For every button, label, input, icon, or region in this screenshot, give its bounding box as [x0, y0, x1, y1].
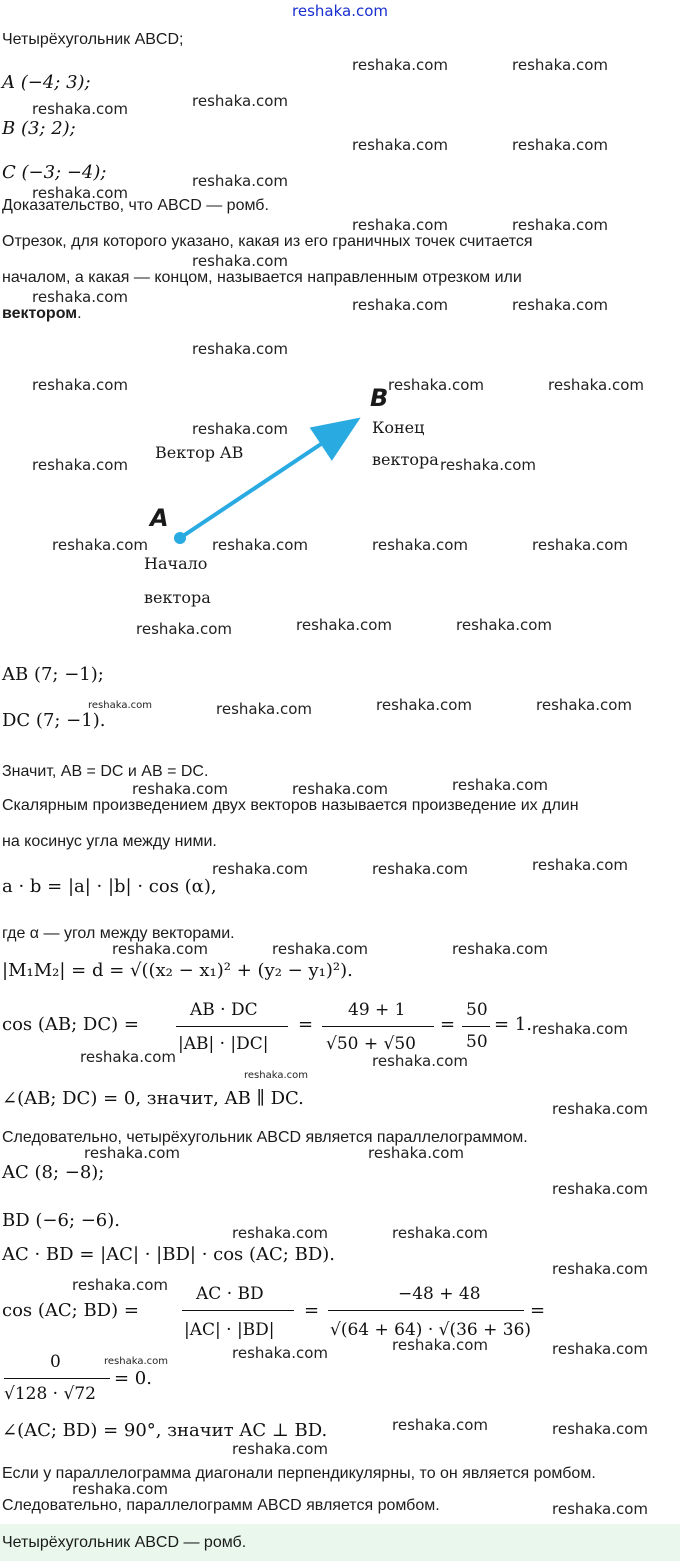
distance-formula: |M₁M₂| = d = √((x₂ − x₁)² + (y₂ − y₁)²). [2, 960, 353, 981]
watermark[interactable]: reshaka.com [512, 136, 608, 154]
dot-def-line1: Скалярным произведением двух векторов называется произведение их длин [2, 797, 579, 814]
watermark[interactable]: reshaka.com [452, 776, 548, 794]
watermark[interactable]: reshaka.com [552, 1260, 648, 1278]
watermark[interactable]: reshaka.com [548, 376, 644, 394]
vector-arrow [180, 422, 354, 538]
equals-sign: = [298, 1014, 314, 1035]
watermark[interactable]: reshaka.com [72, 1480, 168, 1498]
watermark[interactable]: reshaka.com [136, 620, 232, 638]
watermark[interactable]: reshaka.com [352, 136, 448, 154]
watermark[interactable]: reshaka.com [32, 456, 128, 474]
angle-ac-bd: ∠(AC; BD) = 90°, значит AC ⊥ BD. [2, 1420, 328, 1441]
vectors-equal-conclusion: Значит, AB = DC и AB = DC. [2, 763, 209, 780]
watermark[interactable]: reshaka.com [244, 1070, 308, 1081]
figure-label-a: A [150, 504, 169, 532]
fraction-bar [4, 1378, 110, 1379]
watermark[interactable]: reshaka.com [372, 1052, 468, 1070]
cos-ab-dc-eq3-num: 50 [466, 1000, 488, 1020]
cos-ab-dc-result: = 1. [494, 1014, 532, 1035]
cos-ab-dc-num: AB · DC [190, 1000, 258, 1020]
fraction-bar [176, 1026, 288, 1027]
watermark[interactable]: reshaka.com [296, 616, 392, 634]
watermark[interactable]: reshaka.com [388, 376, 484, 394]
watermark[interactable]: reshaka.com [32, 184, 128, 202]
watermark[interactable]: reshaka.com [456, 616, 552, 634]
watermark[interactable]: reshaka.com [112, 940, 208, 958]
watermark-top[interactable]: reshaka.com [292, 2, 388, 20]
watermark[interactable]: reshaka.com [212, 536, 308, 554]
watermark[interactable]: reshaka.com [272, 940, 368, 958]
watermark[interactable]: reshaka.com [192, 252, 288, 270]
dot-def-line2: на косинус угла между ними. [2, 833, 217, 850]
dot-def-where: где α — угол между векторами. [2, 925, 235, 942]
watermark[interactable]: reshaka.com [32, 376, 128, 394]
equals-sign: = [304, 1300, 320, 1321]
vector-dc-coords: DC (7; −1). [2, 710, 106, 731]
dot-def-formula: a · b = |a| · |b| · cos (α), [2, 876, 217, 897]
watermark[interactable]: reshaka.com [512, 296, 608, 314]
vector-def-line3: вектором. [2, 305, 82, 322]
figure-start-line1: Начало [144, 554, 208, 573]
proof-title: Доказательство, что ABCD — ромб. [2, 197, 269, 214]
watermark[interactable]: reshaka.com [352, 56, 448, 74]
watermark[interactable]: reshaka.com [452, 940, 548, 958]
watermark[interactable]: reshaka.com [80, 1048, 176, 1066]
cos-ab-dc-lhs: cos (AB; DC) = [2, 1014, 139, 1035]
zero-frac-result: = 0. [114, 1368, 152, 1389]
point-c-coords: C (−3; −4); [2, 162, 107, 183]
fraction-bar [328, 1310, 524, 1311]
watermark[interactable]: reshaka.com [372, 536, 468, 554]
cos-ac-bd-num: AC · BD [196, 1284, 264, 1304]
cos-ac-bd-lhs: cos (AC; BD) = [2, 1300, 139, 1321]
watermark[interactable]: reshaka.com [512, 216, 608, 234]
watermark[interactable]: reshaka.com [372, 860, 468, 878]
fraction-bar [462, 1026, 490, 1027]
watermark[interactable]: reshaka.com [32, 288, 128, 306]
given-quad-line: Четырёхугольник ABCD; [2, 31, 184, 48]
watermark[interactable]: reshaka.com [192, 92, 288, 110]
watermark[interactable]: reshaka.com [352, 296, 448, 314]
watermark[interactable]: reshaka.com [552, 1180, 648, 1198]
watermark[interactable]: reshaka.com [216, 700, 312, 718]
cos-ac-bd-den: |AC| · |BD| [184, 1320, 275, 1340]
vector-figure [140, 380, 460, 620]
rhombus-rule: Если у параллелограмма диагонали перпендикулярны, то он является ромбом. [2, 1465, 596, 1482]
watermark[interactable]: reshaka.com [532, 1020, 628, 1038]
watermark[interactable]: reshaka.com [52, 536, 148, 554]
watermark[interactable]: reshaka.com [192, 340, 288, 358]
watermark[interactable]: reshaka.com [192, 420, 288, 438]
angle-ab-dc: ∠(AB; DC) = 0, значит, AB ∥ DC. [2, 1088, 304, 1109]
cos-ab-dc-eq3-den: 50 [466, 1032, 488, 1052]
watermark[interactable]: reshaka.com [552, 1340, 648, 1358]
zero-frac-num: 0 [50, 1352, 61, 1372]
watermark[interactable]: reshaka.com [532, 536, 628, 554]
watermark[interactable]: reshaka.com [392, 1336, 488, 1354]
point-a-coords: A (−4; 3); [2, 72, 91, 93]
figure-end-line1: Конец [372, 418, 425, 437]
fraction-bar [322, 1026, 434, 1027]
watermark[interactable]: reshaka.com [104, 1356, 168, 1367]
zero-frac-den: √128 · √72 [4, 1384, 96, 1404]
equals-sign: = [440, 1014, 456, 1035]
watermark[interactable]: reshaka.com [232, 1344, 328, 1362]
watermark[interactable]: reshaka.com [552, 1500, 648, 1518]
watermark[interactable]: reshaka.com [232, 1224, 328, 1242]
watermark[interactable]: reshaka.com [536, 696, 632, 714]
watermark[interactable]: reshaka.com [132, 780, 228, 798]
equals-sign: = [530, 1300, 546, 1321]
figure-vector-label: Вектор AB [155, 443, 244, 462]
watermark[interactable]: reshaka.com [376, 696, 472, 714]
diag-dot-product: AC · BD = |AC| · |BD| · cos (AC; BD). [2, 1244, 335, 1265]
watermark[interactable]: reshaka.com [440, 456, 536, 474]
watermark[interactable]: reshaka.com [32, 100, 128, 118]
watermark[interactable]: reshaka.com [392, 1416, 488, 1434]
cos-ab-dc-eq2-den: √50 + √50 [326, 1034, 416, 1054]
rhombus-conclusion: Следовательно, параллелограмм ABCD является ромбом. [2, 1497, 440, 1514]
vector-ac-coords: AC (8; −8); [2, 1162, 105, 1183]
watermark[interactable]: reshaka.com [532, 856, 628, 874]
cos-ac-bd-den2: √(64 + 64) · √(36 + 36) [330, 1320, 532, 1340]
watermark[interactable]: reshaka.com [84, 1144, 180, 1162]
final-answer: Четырёхугольник ABCD — ромб. [2, 1534, 247, 1551]
watermark[interactable]: reshaka.com [232, 1440, 328, 1458]
figure-start-line2: вектора [144, 588, 211, 607]
watermark[interactable]: reshaka.com [368, 1144, 464, 1162]
vector-start-dot [174, 532, 186, 544]
watermark[interactable]: reshaka.com [88, 700, 152, 711]
cos-ab-dc-den: |AB| · |DC| [178, 1034, 269, 1054]
vector-def-line1: Отрезок, для которого указано, какая из его граничных точек считается [2, 233, 533, 250]
parallelogram-conclusion: Следовательно, четырёхугольник ABCD является параллелограммом. [2, 1129, 528, 1146]
watermark[interactable]: reshaka.com [552, 1100, 648, 1118]
watermark[interactable]: reshaka.com [552, 1420, 648, 1438]
watermark[interactable]: reshaka.com [352, 216, 448, 234]
watermark[interactable]: reshaka.com [512, 56, 608, 74]
watermark[interactable]: reshaka.com [212, 860, 308, 878]
watermark[interactable]: reshaka.com [192, 172, 288, 190]
cos-ab-dc-eq2-num: 49 + 1 [348, 1000, 406, 1020]
watermark[interactable]: reshaka.com [392, 1224, 488, 1242]
vector-def-bold-word: вектором [2, 305, 78, 322]
vector-bd-coords: BD (−6; −6). [2, 1210, 121, 1231]
vector-def-line2: началом, а какая — концом, называется направленным отрезком или [2, 269, 522, 286]
figure-end-line2: вектора [372, 450, 439, 469]
vector-ab-coords: AB (7; −1); [2, 664, 104, 685]
cos-ac-bd-num2: −48 + 48 [398, 1284, 481, 1304]
watermark[interactable]: reshaka.com [292, 780, 388, 798]
fraction-bar [182, 1310, 294, 1311]
figure-label-b: B [370, 384, 389, 412]
watermark[interactable]: reshaka.com [72, 1276, 168, 1294]
point-b-coords: B (3; 2); [2, 118, 76, 139]
